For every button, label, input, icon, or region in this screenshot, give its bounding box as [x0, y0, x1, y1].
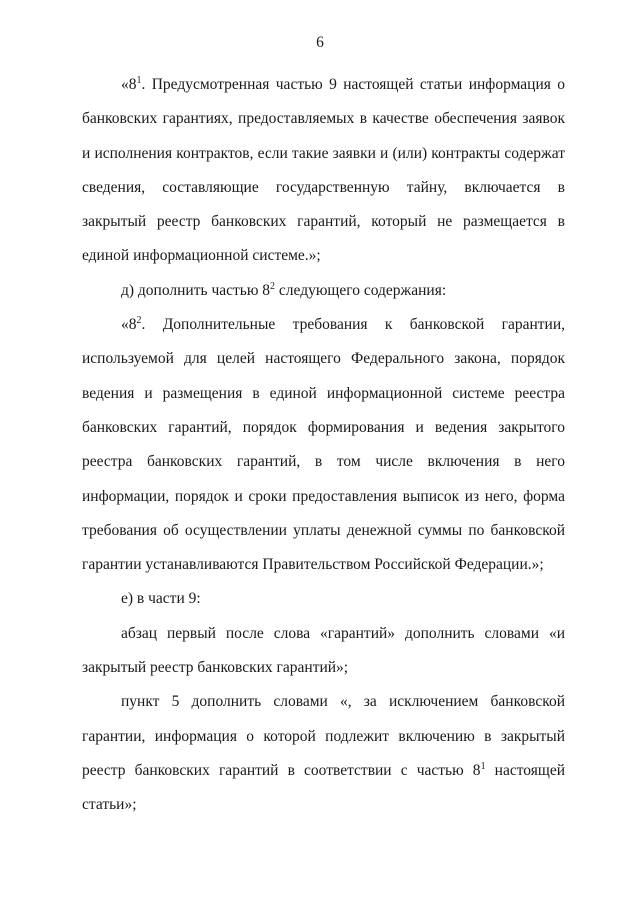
paragraph-text: д) дополнить частью 8	[121, 281, 271, 299]
paragraph-text: абзац первый после слова «гарантий» дополнить словами «и закрытый реестр банковских гарантий»;	[82, 624, 565, 677]
paragraph-punkt-5	[82, 685, 565, 822]
paragraph-8-1	[82, 68, 565, 274]
paragraph-text: е) в части 9:	[121, 590, 201, 608]
paragraph-text: настоящей статьи»;	[82, 761, 565, 814]
paragraph-item-d	[82, 274, 565, 308]
paragraph-abzac	[82, 617, 565, 686]
superscript: 1	[136, 75, 142, 86]
superscript: 2	[270, 280, 276, 292]
paragraph-item-e	[82, 582, 565, 616]
superscript: 2	[136, 315, 142, 327]
paragraph-text: «8	[121, 76, 137, 93]
paragraph-text: . Дополнительные требования к банковской гарантии, используемой для целей настоящего Федерального закона, порядок ведения и размещения в единой информационной системе реестра банковских гарантий, порядок формирования и ведения закрытого реестра банковских гарантий, в том числе включения в него информации, порядок и сроки предоставления выписок из него, форма требования об осуществлении уплаты денежной суммы по банковской гарантии устанавливаются Правительством Российской Федерации.»;	[82, 316, 565, 574]
paragraph-text: следующего содержания:	[275, 281, 447, 299]
paragraph-text: . Предусмотренная частью 9 настоящей статьи информация о банковских гарантиях, предоставляемых в качестве обеспечения заявок и исполнения контрактов, если такие заявки и (или) контракты содержат сведения, составляющие государственную тайну, включается в закрытый реестр банковских гарантий, который не размещается в единой информационной системе.»;	[82, 76, 565, 265]
superscript: 1	[480, 760, 486, 772]
paragraph-text: пункт 5 дополнить словами «, за исключением банковской гарантии, информация о которой подлежит включению в закрытый реестр банковских гарантий в соответствии с частью 8	[82, 693, 565, 779]
document-body	[82, 68, 565, 823]
paragraph-8-2	[82, 308, 565, 582]
paragraph-text: «8	[121, 316, 137, 334]
page-number: 6	[316, 34, 324, 51]
